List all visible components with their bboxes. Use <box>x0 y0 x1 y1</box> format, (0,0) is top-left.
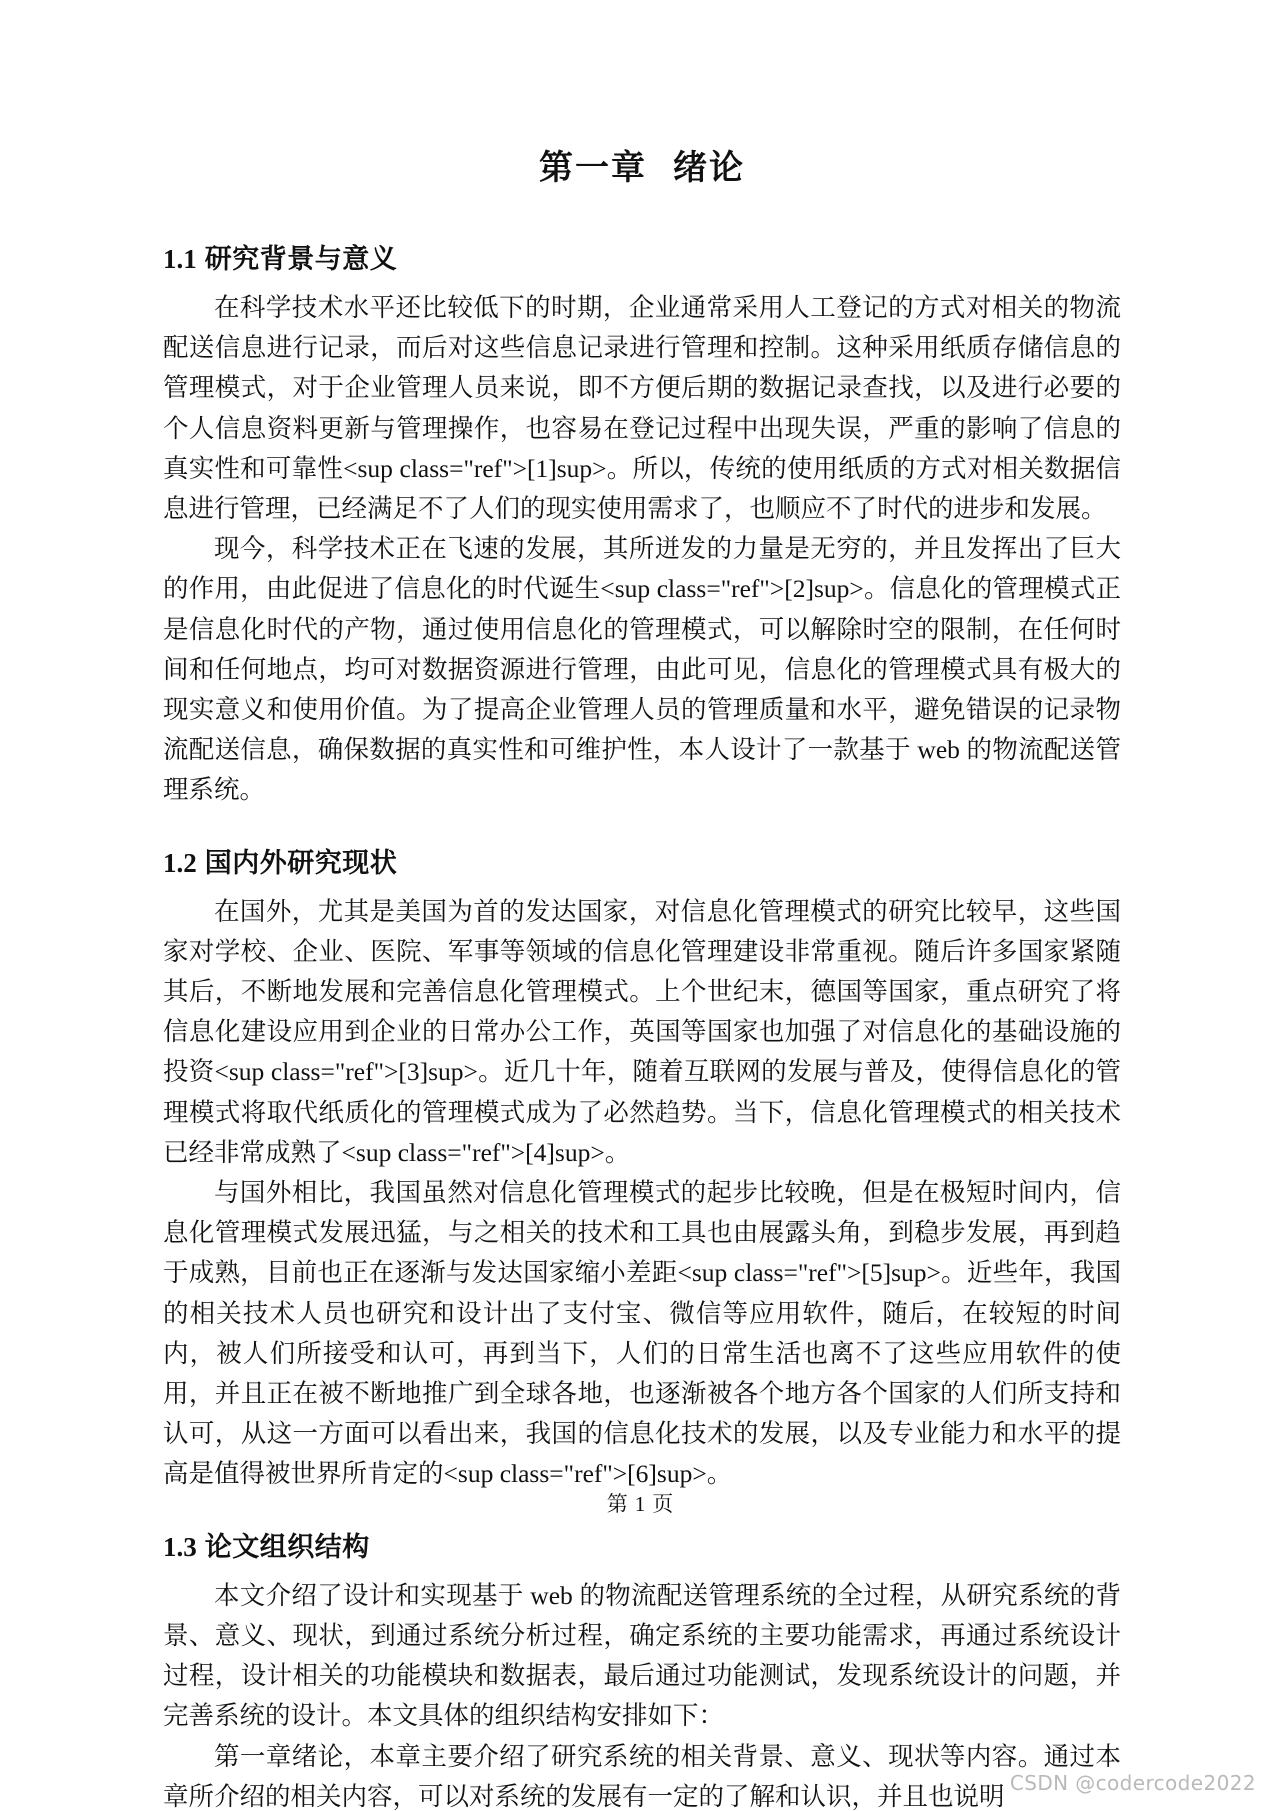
paragraph: 在国外，尤其是美国为首的发达国家，对信息化管理模式的研究比较早，这些国家对学校、企业、医院、军事等领域的信息化管理建设非常重视。随后许多国家紧随其后，不断地发展和完善信息化管理模式。上个世纪末，德国等国家，重点研究了将信息化建设应用到企业的日常办公工作，英国等国家也加强了对信息化的基础设施的投资<sup class="ref">[3]sup>。近几十年，随着互联网的发展与普及，使得信息化的管理模式将取代纸质化的管理模式成为了必然趋势。当下，信息化管理模式的相关技术已经非常成熟了<sup class="ref">[4]sup>。 <box>163 896 1122 1167</box>
page-number: 1 <box>634 1492 646 1516</box>
section-title-1-2: 国内外研究现状 <box>204 847 398 878</box>
chapter-title-sub: 绪论 <box>673 149 745 187</box>
section-body-1-2 <box>163 892 1121 1495</box>
section-number-1-2: 1.2 <box>163 847 197 878</box>
section-number-1-3: 1.3 <box>163 1531 197 1562</box>
page-footer <box>0 1488 1280 1518</box>
footer-suffix: 页 <box>652 1492 674 1516</box>
section-heading-1-2 <box>163 841 1121 880</box>
page-title <box>163 0 1121 189</box>
section-body-1-1 <box>163 288 1121 811</box>
section-heading-1-1 <box>163 237 1121 276</box>
section-title-1-1: 研究背景与意义 <box>204 244 398 274</box>
paragraph: 与国外相比，我国虽然对信息化管理模式的起步比较晚，但是在极短时间内，信息化管理模式发展迅猛，与之相关的技术和工具也由展露头角，到稳步发展，再到趋于成熟，目前也正在逐渐与发达国家缩小差距<sup class="ref">[5]sup>。近些年，我国的相关技术人员也研究和设计出了支付宝、微信等应用软件，随后，在较短的时间内，被人们所接受和认可，再到当下，人们的日常生活也离不了这些应用软件的使用，并且正在被不断地推广到全球各地，也逐渐被各个地方各个国家的人们所支持和认可，从这一方面可以看出来，我国的信息化技术的发展，以及专业能力和水平的提高是值得被世界所肯定的<sup class="ref">[6]sup>。 <box>163 1178 1121 1489</box>
section-body-1-3 <box>163 1576 1121 1811</box>
section-heading-1-3 <box>163 1525 1121 1564</box>
paragraph: 现今，科学技术正在飞速的发展，其所迸发的力量是无穷的，并且发挥出了巨大的作用，由此促进了信息化的时代诞生<sup class="ref">[2]sup>。信息化的管理模式正是信息化时代的产物，通过使用信息化的管理模式，可以解除时空的限制，在任何时间和任何地点，均可对数据资源进行管理，由此可见，信息化的管理模式具有极大的现实意义和使用价值。为了提高企业管理人员的管理质量和水平，避免错误的记录物流配送信息，确保数据的真实性和可维护性，本人设计了一款基于 web 的物流配送管理系统。 <box>163 534 1121 805</box>
page-content <box>163 0 1121 1811</box>
paragraph: 在科学技术水平还比较低下的时期，企业通常采用人工登记的方式对相关的物流配送信息进行记录，而后对这些信息记录进行管理和控制。这种采用纸质存储信息的管理模式，对于企业管理人员来说，即不方便后期的数据记录查找，以及进行必要的个人信息资料更新与管理操作，也容易在登记过程中出现失误，严重的影响了信息的真实性和可靠性<sup class="ref">[1]sup>。所以，传统的使用纸质的方式对相关数据信息进行管理，已经满足不了人们的现实使用需求了，也顺应不了时代的进步和发展。 <box>163 293 1122 524</box>
footer-prefix: 第 <box>606 1492 628 1516</box>
paragraph: 本文介绍了设计和实现基于 web 的物流配送管理系统的全过程，从研究系统的背景、意义、现状，到通过系统分析过程，确定系统的主要功能需求，再通过系统设计过程，设计相关的功能模块和数据表，最后通过功能测试，发现系统设计的问题，并完善系统的设计。本文具体的组织结构安排如下： <box>163 1580 1121 1731</box>
section-number-1-1: 1.1 <box>163 244 197 274</box>
paragraph: 第一章绪论，本章主要介绍了研究系统的相关背景、意义、现状等内容。通过本章所介绍的相关内容，可以对系统的发展有一定的了解和认识，并且也说明 <box>163 1741 1121 1811</box>
chapter-title-main: 第一章 <box>539 149 647 187</box>
watermark: CSDN @codercode2022 <box>1009 1771 1256 1795</box>
section-title-1-3: 论文组织结构 <box>204 1531 370 1562</box>
